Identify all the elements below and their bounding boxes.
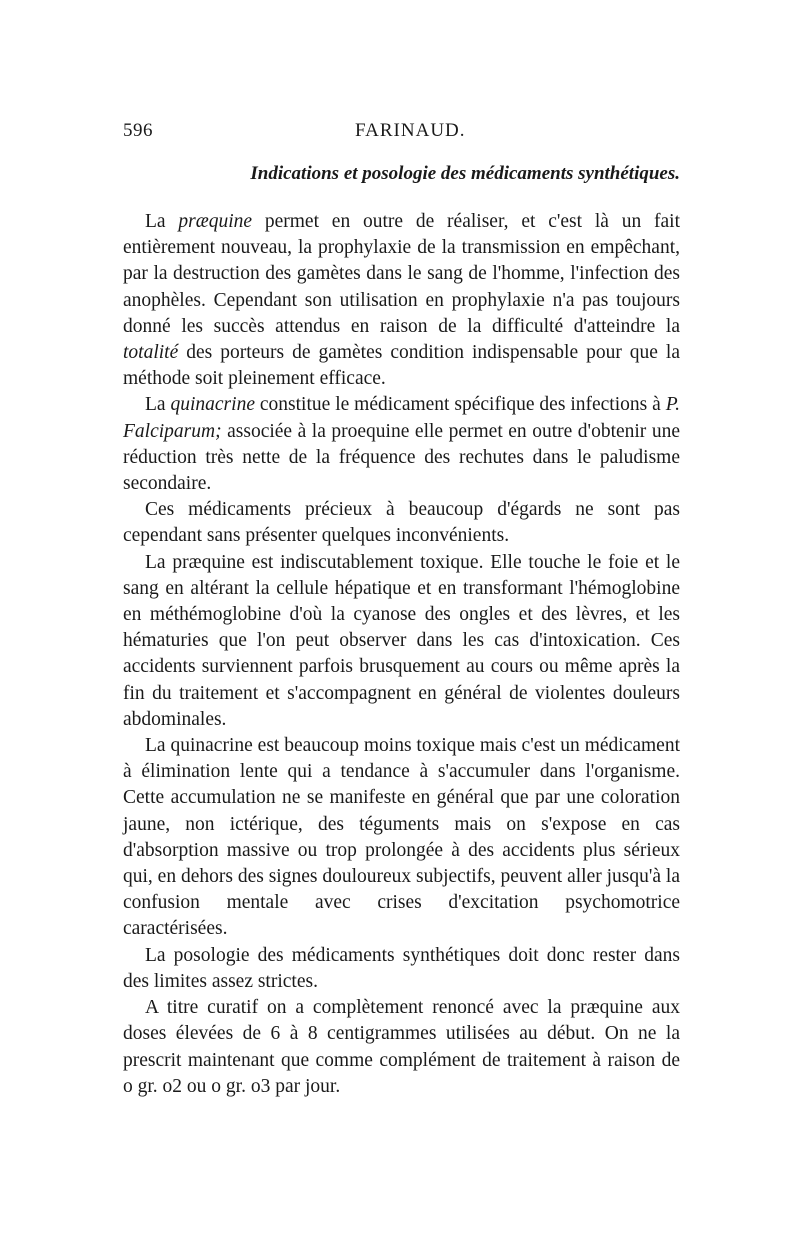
page-number: 596: [123, 120, 153, 141]
paragraph: Ces médicaments précieux à beaucoup d'égards ne sont pas cependant sans présenter quelques inconvénients.: [123, 499, 680, 547]
emphasis: P. Falciparum;: [123, 394, 680, 442]
emphasis: quinacrine: [170, 394, 255, 416]
page-header: [123, 120, 679, 146]
paragraph: A titre curatif on a complètement renoncé avec la præquine aux doses élevées de 6 à 8 centigrammes utilisées au début. On ne la prescrit maintenant que comme complément de traitement à raison de o gr. o2 ou o gr. o3 par jour.: [123, 997, 680, 1097]
emphasis: totalité: [123, 342, 179, 364]
body-text: [123, 209, 680, 1100]
paragraph: La præquine permet en outre de réaliser, et c'est là un fait entièrement nouveau, la prophylaxie de la transmission en empêchant, par la destruction des gamètes dans le sang de l'homme, l'infection des anophèles. Cependant son utilisation en prophylaxie n'a pas toujours donné les succès attendus en raison de la difficulté d'atteindre la totalité des porteurs de gamètes condition indispensable pour que la méthode soit pleinement efficace.: [123, 211, 680, 390]
paragraph: La quinacrine est beaucoup moins toxique mais c'est un médicament à élimination lente qui a tendance à s'accumuler dans l'organisme. Cette accumulation ne se manifeste en général que par une coloration jaune, non ictérique, des téguments mais on s'expose en cas d'absorption massive ou trop prolongée à des accidents plus sérieux qui, en dehors des signes douloureux subjectifs, peuvent aller jusqu'à la confusion mentale avec crises d'excitation psychomotrice caractérisées.: [123, 735, 680, 940]
paragraph: La quinacrine constitue le médicament spécifique des infections à P. Falciparum; associée à la proequine elle permet en outre d'obtenir une réduction très nette de la fréquence des rechutes dans le paludisme secondaire.: [123, 394, 680, 495]
emphasis: præquine: [178, 211, 253, 232]
section-title: Indications et posologie des médicaments synthétiques.: [250, 163, 680, 184]
running-head: FARINAUD.: [355, 120, 466, 141]
paragraph: La præquine est indiscutablement toxique. Elle touche le foie et le sang en altérant la cellule hépatique et en transformant l'hémoglobine en méthémoglobine d'où la cyanose des ongles et des lèvres, et les hématuries que l'on peut observer dans les cas d'intoxication. Ces accidents surviennent parfois brusquement au cours ou même après la fin du traitement et s'accompagnent en général de violentes douleurs abdominales.: [123, 551, 680, 730]
paragraph: La posologie des médicaments synthétiques doit donc rester dans des limites assez strictes.: [123, 944, 680, 992]
